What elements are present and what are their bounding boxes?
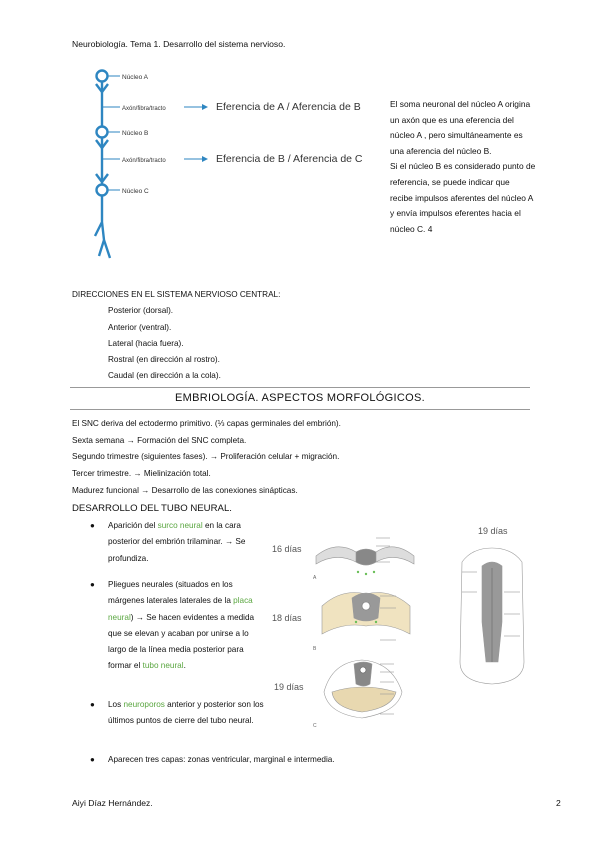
bullet-2	[72, 577, 267, 675]
side-line: una aferencia del núcleo B.	[390, 145, 492, 156]
bullet-text: .	[183, 661, 186, 671]
direction-item: Anterior (ventral).	[108, 322, 172, 332]
bullet-dot: ●	[90, 580, 95, 589]
nucleus-a-circle	[97, 71, 108, 82]
bullet-text: Pliegues neurales (situados en los márgenes laterales laterales de la	[108, 580, 234, 606]
bullet-dot: ●	[90, 521, 95, 530]
nucleus-c-circle	[97, 185, 108, 196]
section-divider-top	[70, 387, 530, 388]
nucleus-c-label: Núcleo C	[122, 188, 149, 195]
panel-18-days	[322, 593, 410, 641]
side-line: El soma neuronal del núcleo A origina	[390, 99, 531, 109]
bullet-dot: ●	[90, 755, 95, 764]
embryology-list	[72, 416, 341, 500]
day-label: 16 días	[272, 544, 302, 554]
side-line: núcleo A , pero simultáneamente es	[390, 130, 523, 141]
nucleus-b-circle	[97, 127, 108, 138]
side-line: un axón que es una eferencia del	[390, 114, 514, 125]
section-divider-bottom	[70, 409, 530, 410]
bullet-4	[72, 752, 452, 768]
panel-19-days-dorsal	[460, 548, 524, 684]
embryo-line: El SNC deriva del ectodermo primitivo. (⅓ capas germinales del embrión).	[72, 419, 341, 428]
page-number: 2	[556, 798, 561, 808]
panel-letter: C	[313, 723, 317, 729]
side-explanation	[390, 97, 570, 237]
side-line: referencia, se puede indicar que	[390, 176, 510, 187]
bullet-text: Aparición del	[108, 521, 158, 530]
page-header: Neurobiología. Tema 1. Desarrollo del sistema nervioso.	[72, 39, 286, 49]
side-line: núcleo C. 4	[390, 223, 433, 234]
bullet-text: ) → Se hacen evidentes a medida que se elevan y acaban por unirse a lo largo de la línea media posterior para formar el	[108, 612, 255, 671]
highlight-term: placa neural	[108, 596, 253, 622]
panel-16-days	[316, 538, 414, 575]
nucleus-diagram	[80, 62, 380, 267]
efferent-label-2: Eferencia de B / Aferencia de C	[216, 153, 363, 165]
embryo-line: Segundo trimestre (siguientes fases). → Proliferación celular + migración.	[72, 452, 340, 462]
footer-author: Aiyi Díaz Hernández.	[72, 798, 153, 808]
nucleus-a-label: Núcleo A	[122, 74, 149, 81]
highlight-term: neuroporos	[123, 700, 165, 709]
embryo-line: Sexta semana → Formación del SNC completa.	[72, 435, 247, 445]
efferent-label-1: Eferencia de A / Aferencia de B	[216, 101, 361, 113]
neural-tube-figure	[272, 522, 534, 730]
side-line: Si el núcleo B es considerado punto de	[390, 161, 536, 172]
subsection-title: DESARROLLO DEL TUBO NEURAL.	[72, 503, 232, 514]
directions-list	[72, 287, 280, 385]
panel-letter: B	[313, 646, 317, 652]
highlight-term: surco neural	[157, 521, 203, 530]
section-title: EMBRIOLOGÍA. ASPECTOS MORFOLÓGICOS.	[175, 392, 425, 404]
direction-item: Rostral (en dirección al rostro).	[108, 355, 220, 365]
bullet-text: Los	[108, 700, 124, 709]
side-line: y envía impulsos eferentes hacia el	[390, 208, 521, 219]
embryo-line: Tercer trimestre. → Mielinización total.	[72, 469, 211, 479]
bullet-dot: ●	[90, 700, 95, 709]
bullet-1	[72, 518, 267, 567]
bullet-text: anterior y posterior son los últimos puntos de cierre del tubo neural.	[108, 700, 264, 726]
day-label: 18 días	[272, 613, 302, 623]
bullet-text: Aparecen tres capas: zonas ventricular, marginal e intermedia.	[108, 755, 335, 764]
side-line: recibe impulsos aferentes del núcleo A	[390, 192, 534, 203]
direction-item: Lateral (hacia fuera).	[108, 338, 184, 348]
axon-label-1: Axón/fibra/tracto	[122, 106, 166, 112]
nucleus-b-label: Núcleo B	[122, 130, 149, 137]
directions-title: DIRECCIONES EN EL SISTEMA NERVIOSO CENTRAL:	[72, 290, 281, 299]
direction-item: Posterior (dorsal).	[108, 306, 174, 316]
axon-label-2: Axón/fibra/tracto	[122, 158, 166, 164]
direction-item: Caudal (en dirección a la cola).	[108, 371, 221, 381]
embryo-line: Madurez funcional → Desarrollo de las conexiones sinápticas.	[72, 485, 298, 495]
bullet-text: en la cara posterior del embrión trilaminar. → Se profundiza.	[108, 521, 246, 563]
panel-letter: A	[313, 575, 317, 581]
highlight-term: tubo neural	[142, 661, 184, 671]
day-label: 19 días	[478, 526, 508, 536]
bullet-3	[72, 697, 267, 730]
day-label: 19 días	[274, 682, 304, 692]
panel-19-days-section	[324, 660, 402, 718]
